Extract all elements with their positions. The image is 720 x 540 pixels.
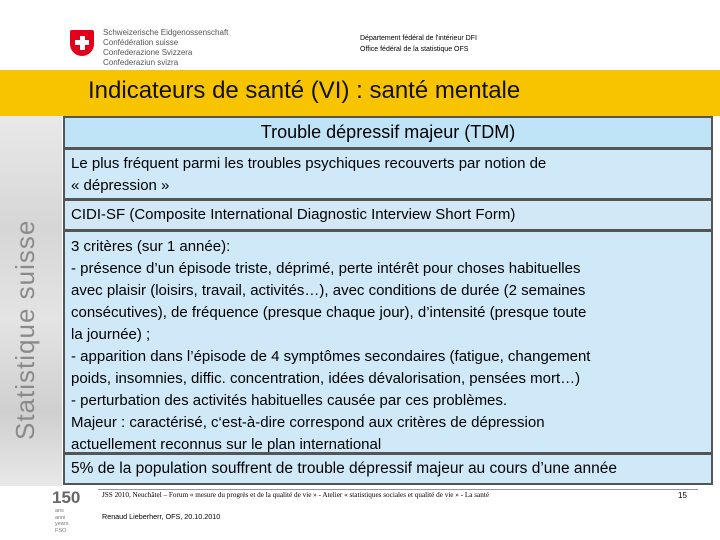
criteria-line: - perturbation des activités habituelles causée par ces problèmes. xyxy=(71,392,508,409)
confederation-line: Confederazione Svizzera xyxy=(103,48,193,57)
prevalence-box: 5% de la population souffrent de trouble dépressif majeur au cours d’une année xyxy=(63,453,713,485)
criteria-box xyxy=(63,230,713,454)
page-number: 15 xyxy=(678,491,687,500)
box-title: Trouble dépressif majeur (TDM) xyxy=(63,116,713,149)
anniversary-logo: 150 xyxy=(52,488,81,507)
logo-line: anni xyxy=(55,514,66,521)
logo-line: years xyxy=(55,521,69,527)
swiss-flag-icon xyxy=(70,30,94,56)
criteria-line: poids, insomnies, diffic. concentration, idées dévalorisation, pensées mort…) xyxy=(71,370,581,387)
criteria-line: actuellement reconnus sur le plan international xyxy=(71,436,382,453)
department-line: Département fédéral de l'intérieur DFI xyxy=(360,35,477,42)
confederation-line: Confederaziun svizra xyxy=(103,58,179,67)
confederation-names xyxy=(103,28,253,68)
vertical-brand-text: Statistique suisse xyxy=(10,219,40,440)
criteria-line: 3 critères (sur 1 année): xyxy=(71,238,231,255)
definition-box xyxy=(63,148,713,200)
cidi-box: CIDI-SF (Composite International Diagnostic Interview Short Form) xyxy=(63,199,713,231)
definition-line: « dépression » xyxy=(71,177,170,194)
criteria-line: avec plaisir (loisirs, travail, activités…), avec conditions de durée (2 semaines xyxy=(71,282,586,299)
definition-line: Le plus fréquent parmi les troubles psychiques recouverts par notion de xyxy=(71,155,547,172)
confederation-line: Confédération suisse xyxy=(103,38,179,47)
criteria-line: la journée) ; xyxy=(71,326,151,343)
footer-divider xyxy=(98,489,698,490)
footer-author: Renaud Lieberherr, OFS, 20.10.2010 xyxy=(102,512,221,521)
department-line: Office fédéral de la statistique OFS xyxy=(360,46,469,53)
logo-line: ans xyxy=(55,508,64,514)
logo-line: FSO xyxy=(55,527,67,534)
criteria-line: consécutives), de fréquence (presque chaque jour), d’intensité (presque toute xyxy=(71,304,587,321)
footer-event: JSS 2010, Neuchâtel – Forum « mesure du progrès et de la qualité de vie » - Atelier « statistiques sociales et qualité de vie » - La santé xyxy=(102,491,490,499)
confederation-line: Schweizerische Eidgenossenschaft xyxy=(103,28,229,37)
slide-title: Indicateurs de santé (VI) : santé mentale xyxy=(88,77,521,104)
criteria-line: - présence d’un épisode triste, déprimé, perte intérêt pour choses habituelles xyxy=(71,260,581,277)
criteria-line: Majeur : caractérisé, c‘est-à-dire correspond aux critères de dépression xyxy=(71,414,545,431)
department-info xyxy=(360,33,477,55)
anniversary-logo-text xyxy=(55,508,68,534)
criteria-line: - apparition dans l’épisode de 4 symptômes secondaires (fatigue, changement xyxy=(71,348,591,365)
